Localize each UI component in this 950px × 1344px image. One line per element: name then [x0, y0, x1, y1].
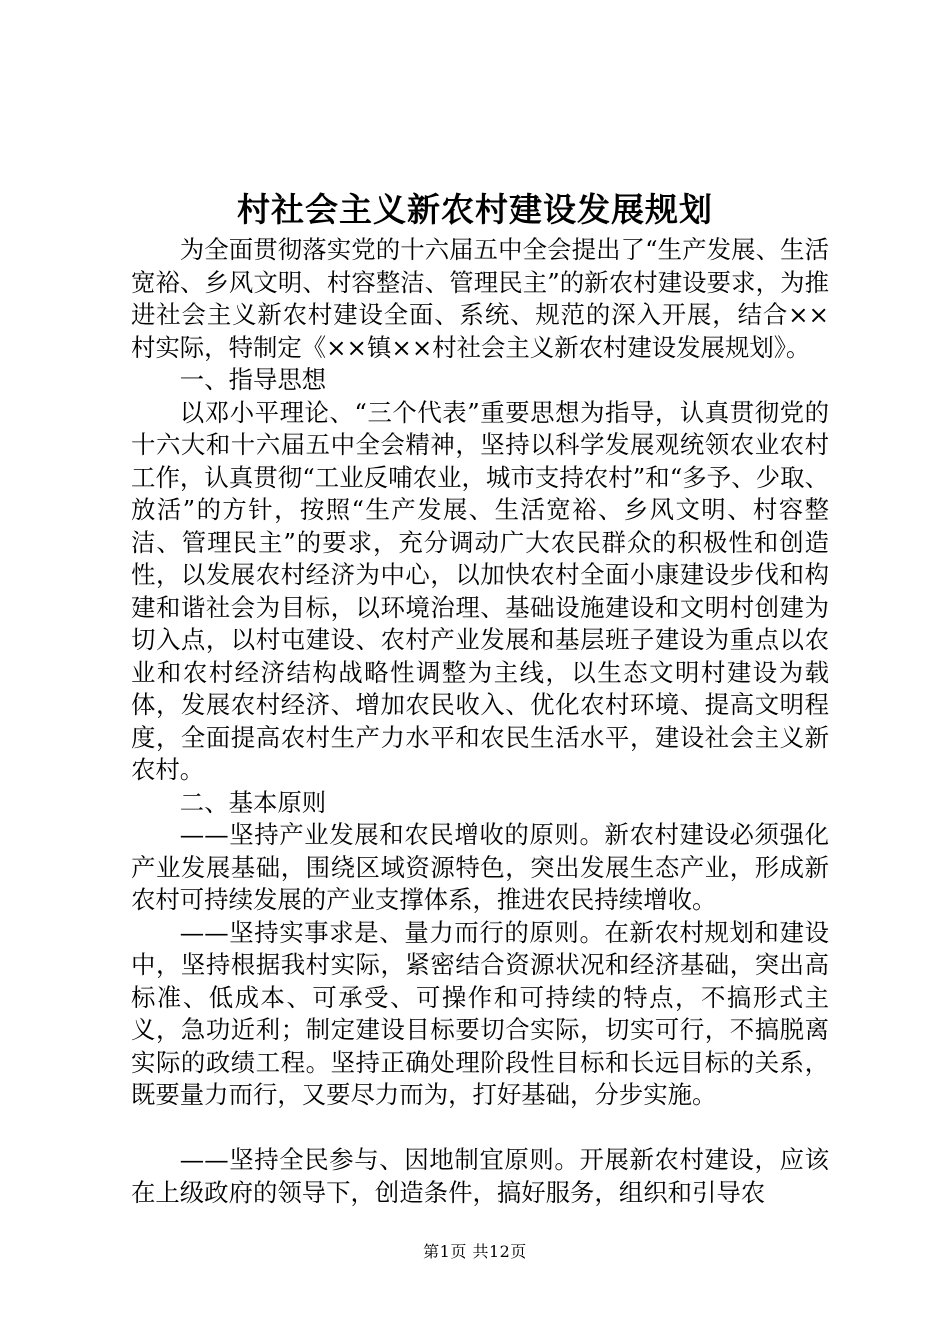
- paragraph-intro: 为全面贯彻落实党的十六届五中全会提出了“生产发展、生活宽裕、乡风文明、村容整洁、管理民主”的新农村建设要求，为推进社会主义新农村建设全面、系统、规范的深入开展，结合××村实际，特制定《××镇××村社会主义新农村建设发展规划》。: [131, 235, 829, 362]
- paragraph-guiding-ideology: 以邓小平理论、“三个代表”重要思想为指导，认真贯彻党的十六大和十六届五中全会精神，坚持以科学发展观统领农业农村工作，认真贯彻“工业反哺农业，城市支持农村”和“多予、少取、放活”的方针，按照“生产发展、生活宽裕、乡风文明、村容整洁、管理民主”的要求，充分调动广大农民群众的积极性和创造性，以发展农村经济为中心，以加快农村全面小康建设步伐和构建和谐社会为目标，以环境治理、基础设施建设和文明村创建为切入点，以村屯建设、农村产业发展和基层班子建设为重点以农业和农村经济结构战略性调整为主线，以生态文明村建设为载体，发展农村经济、增加农民收入、优化农村环境、提高文明程度，全面提高农村生产力水平和农民生活水平，建设社会主义新农村。: [131, 397, 829, 784]
- paragraph-principle-industry: ——坚持产业发展和农民增收的原则。新农村建设必须强化产业发展基础，围绕区域资源特色，突出发展生态产业，形成新农村可持续发展的产业支撑体系，推进农民持续增收。: [131, 820, 829, 914]
- document-body: [131, 234, 829, 1209]
- section-heading-basic-principles: 二、基本原则: [179, 787, 327, 817]
- page-number-footer: 第1页 共12页: [423, 1242, 527, 1261]
- paragraph-principle-pragmatic: ——坚持实事求是、量力而行的原则。在新农村规划和建设中，坚持根据我村实际，紧密结合资源状况和经济基础，突出高标准、低成本、可承受、可操作和可持续的特点，不搞形式主义，急功近利；制定建设目标要切合实际，切实可行，不搞脱离实际的政绩工程。坚持正确处理阶段性目标和长远目标的关系，既要量力而行，又要尽力而为，打好基础，分步实施。: [131, 917, 829, 1109]
- section-heading-guiding-ideology: 一、指导思想: [179, 365, 327, 394]
- paragraph-principle-participation: ——坚持全民参与、因地制宜原则。开展新农村建设，应该在上级政府的领导下，创造条件，搞好服务，组织和引导农: [131, 1145, 829, 1207]
- document-title: 村社会主义新农村建设发展规划: [237, 190, 713, 229]
